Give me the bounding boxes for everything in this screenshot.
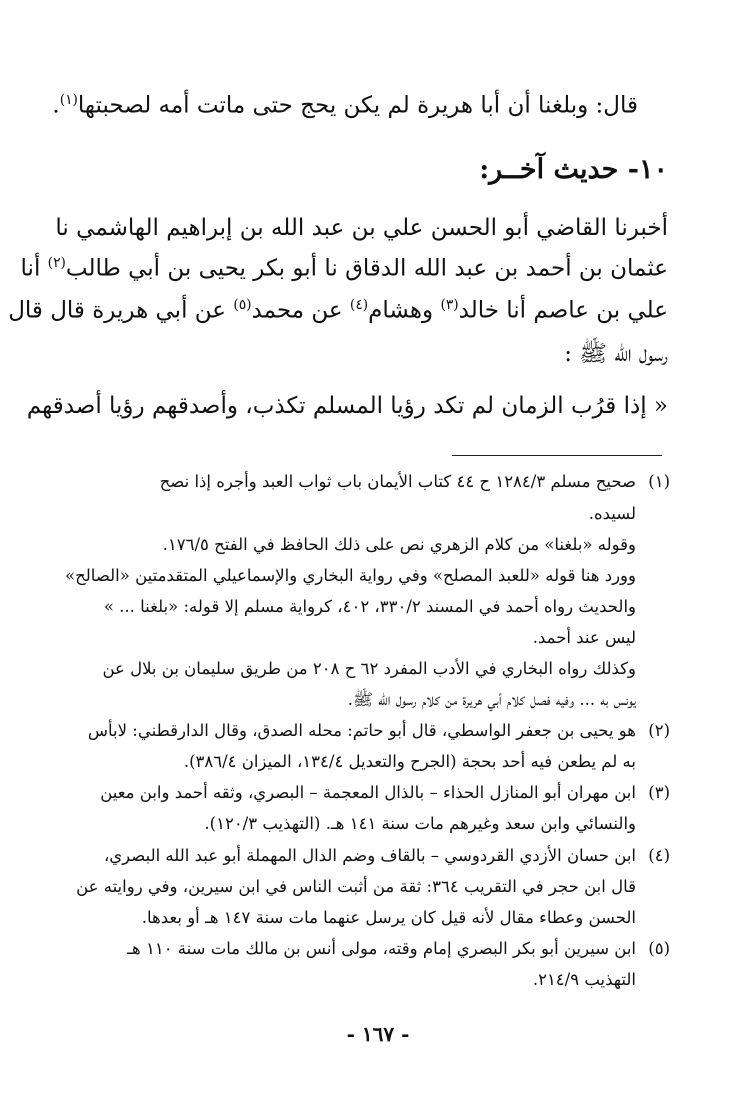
body-text: عثمان بن أحمد بن عبد الله الدقاق نا أبو بكر يحيى بن أبي طالب — [65, 255, 668, 282]
footnote-text: لسيده. — [588, 504, 636, 523]
footnote-text: به لم يطعن فيه أحد بحجة (الجرح والتعديل ١٣٤/٤، الميزان ٣٨٦/٤). — [183, 752, 636, 771]
footnote-ref-3: (٣) — [440, 297, 459, 313]
footnote-text: وكذلك رواه البخاري في الأدب المفرد ٦٢ ح ٢٠٨ من طريق سليمان بن بلال عن — [102, 659, 636, 678]
footnote-ref-2: (٢) — [47, 255, 66, 271]
footnote-text: يونس به ... وفيه فصل كلام أبي هريرة من كلام رسول الله ﷺ. — [347, 690, 636, 709]
footnote-line — [533, 970, 670, 989]
body-line-p3 — [8, 297, 668, 324]
page-number: - ١٦٧ - — [346, 1022, 410, 1046]
footnote-line — [127, 939, 670, 958]
footnote-text: ابن حسان الأزدي القردوسي – بالقاف وضم الدال المهملة أبو عبد الله البصري، — [103, 846, 636, 865]
footnote-text: والنسائي وابن سعد وغيرهم مات سنة ١٤١ هـ. (التهذيب ١٢٠/٣). — [204, 814, 636, 833]
footnote-line — [204, 814, 670, 833]
body-line-p5: « إذا قرُب الزمان لم تكد رؤيا المسلم تكذب، وأصدقهم رؤيا أصدقهم — [26, 393, 668, 419]
footnote-number: (١) — [648, 472, 670, 491]
footnote-text: هو يحيى بن جعفر الواسطي، قال أبو حاتم: محله الصدق، وقال الدارقطني: لابأس — [87, 721, 636, 740]
footnote-separator — [452, 455, 662, 456]
body-line-p1: أخبرنا القاضي أبو الحسن علي بن عبد الله بن إبراهيم الهاشمي نا — [55, 215, 668, 241]
body-text: . — [52, 92, 60, 119]
footnote-line — [184, 752, 670, 771]
footnote-line — [104, 846, 670, 865]
footnote-line — [533, 628, 670, 647]
footnote-number: (٣) — [648, 783, 670, 802]
body-text: أنا — [20, 255, 48, 282]
footnote-text: والحديث رواه أحمد في المسند ٣٣٠/٢، ٤٠٢، كرواية مسلم إلا قوله: «بلغنا ... » — [103, 597, 636, 616]
footnote-text: ابن سيرين أبو بكر البصري إمام وقته، مولى أنس بن مالك مات سنة ١١٠ هـ — [127, 939, 636, 958]
footnote-text: صحيح مسلم ١٢٨٤/٣ ح ٤٤ كتاب الأيمان باب ثواب العبد وأجره إذا نصح — [159, 472, 636, 491]
footnote-line — [589, 504, 670, 523]
footnote-ref-5: (٥) — [233, 297, 252, 313]
footnote-text: قال ابن حجر في التقريب ٣٦٤: ثقة من أثبت الناس في ابن سيرين، وفي روايته عن — [76, 877, 636, 896]
body-text: عن أبي هريرة قال قال — [8, 297, 234, 324]
footnote-line — [348, 690, 670, 714]
footnote-ref-4: (٤) — [349, 297, 369, 313]
section-heading: ١٠- حديث آخــر: — [479, 154, 668, 185]
footnote-number: (٤) — [648, 846, 670, 865]
body-line-p4: رسول الله ﷺ : — [564, 341, 668, 367]
footnote-ref-1: (١) — [59, 92, 78, 108]
footnote-line — [104, 597, 670, 616]
body-text: وهشام — [368, 297, 441, 324]
body-text: قال: وبلغنا أن أبا هريرة لم يكن يحج حتى ماتت أمه لصحبتها — [77, 92, 638, 119]
body-text: عن محمد — [251, 297, 350, 324]
body-line-p2 — [21, 255, 668, 282]
footnote-line — [88, 721, 670, 740]
footnote-line — [163, 535, 670, 554]
body-text: علي بن عاصم أنا خالد — [458, 297, 668, 324]
footnote-text: ابن مهران أبو المنازل الحذاء – بالذال المعجمة – البصري، وثقه أحمد وابن معين — [100, 783, 636, 802]
footnote-number: (٥) — [648, 939, 670, 958]
body-line-1 — [52, 92, 638, 119]
footnote-line — [160, 472, 670, 491]
footnote-line — [102, 659, 670, 678]
footnote-number: (٢) — [648, 721, 670, 740]
footnote-text: ليس عند أحمد. — [532, 628, 636, 647]
footnote-line — [76, 877, 670, 896]
footnote-text: الحسن وعطاء مقال لأنه قيل كان يرسل عنهما مات سنة ١٤٧ هـ أو بعدها. — [141, 908, 636, 927]
footnote-text: وورد هنا قوله «للعبد المصلح» وفي رواية البخاري والإسماعيلي المتقدمتين «الصالح» — [65, 566, 636, 585]
footnote-line — [65, 566, 670, 585]
footnote-line — [100, 783, 670, 802]
footnote-line — [142, 908, 670, 927]
footnote-text: التهذيب ٢١٤/٩. — [532, 970, 636, 989]
footnote-text: وقوله «بلغنا» من كلام الزهري نص على ذلك الحافظ في الفتح ١٧٦/٥. — [162, 535, 636, 554]
